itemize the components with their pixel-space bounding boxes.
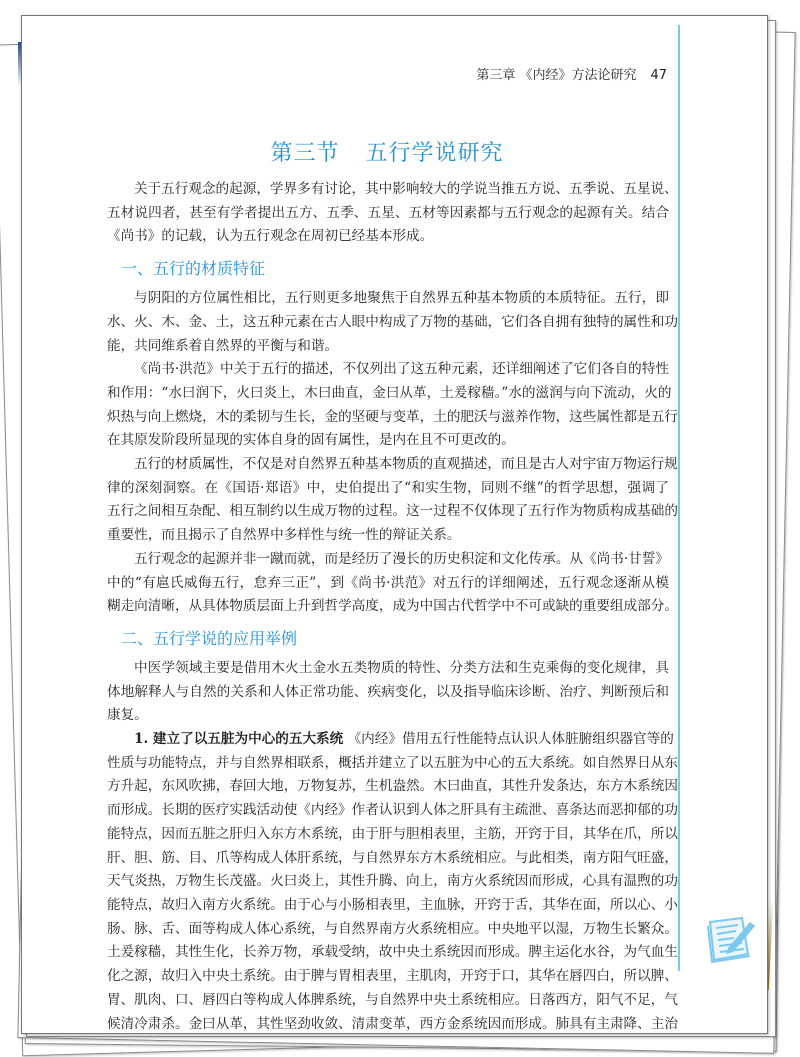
text-line: [107, 429, 669, 453]
text-line: [107, 657, 669, 681]
text-line: [107, 311, 678, 335]
line-text: 天气炎热，万物生长茂盛。火曰炎上，其性升腾、向上，南方火系统因而形成，心具有温煦的功: [107, 873, 678, 890]
text-line: [107, 595, 678, 619]
text-line: [107, 572, 669, 596]
text-line: [107, 453, 678, 477]
paragraph: [107, 178, 678, 249]
text-line: [107, 335, 669, 359]
text-line: [107, 524, 669, 548]
text-line: [107, 941, 678, 965]
running-header: [476, 64, 667, 83]
text-line: [107, 965, 678, 989]
book-page: [21, 15, 768, 1034]
line-text: 肠、脉、舌、面等构成人体心系统，与自然界南方火系统相应。中央地平以湿，万物生长繁众。: [107, 920, 678, 937]
text-line: [107, 500, 678, 524]
line-text: 炽热与向上燃烧，木的柔韧与生长，金的坚硬与变革，土的肥沃与滋养作物，这些属性都是五行: [107, 408, 678, 425]
text-line: [107, 894, 678, 918]
text-line: [107, 548, 669, 572]
section-number: 第三节: [270, 141, 340, 166]
line-text: 糊走向清晰，从具体物质层面上升到哲学高度，成为中国古代哲学中不可或缺的重要组成部分。: [107, 598, 678, 615]
text-line: [107, 823, 678, 847]
text-line: [107, 406, 678, 430]
line-text: 水、火、木、金、土，这五种元素在古人眼中构成了万物的基础，它们各自拥有独特的属性和功: [107, 313, 678, 330]
text-line: [107, 989, 678, 1013]
line-text: 与阴阳的方位属性相比，五行则更多地聚焦于自然界五种基本物质的本质特征。五行，即: [134, 290, 669, 307]
subheading: 二、五行学说的应用举例: [121, 628, 298, 648]
line-text: 候清冷肃杀。金曰从革，其性坚劲收敛、清肃变革，西方金系统因而形成。肺具有主肃降、主治: [107, 1015, 678, 1032]
line-text: 能特点，因而五脏之肝归入东方木系统，由于肝与胆相表里，主筋，开窍于目，其华在爪，所以: [107, 825, 678, 842]
text-line: [107, 704, 669, 728]
text-line: [107, 728, 674, 752]
line-text: 重要性，而且揭示了自然界中多样性与统一性的辩证关系。: [107, 527, 461, 544]
text-line: [107, 799, 678, 823]
text-line: [107, 752, 678, 776]
paragraph: [107, 657, 669, 728]
line-text: 而形成。长期的医疗实践活动使《内经》作者认识到人体之肝具有主疏泄、喜条达而恶抑郁的功: [107, 802, 678, 819]
line-text: 化之源，故归入中央土系统。由于脾与胃相表里，主肌肉，开窍于口，其华在唇四白，所以脾、: [107, 968, 678, 985]
line-text: 中的“有扈氏威侮五行，怠弃三正”，到《尚书·洪范》对五行的详细阐述，五行观念逐渐从模: [107, 574, 669, 591]
line-text: 五材说四者，甚至有学者提出五方、五季、五星、五材等因素都与五行观念的起源有关。结合: [107, 204, 669, 221]
paragraph: [107, 453, 678, 548]
line-text: 《尚书》的记载，认为五行观念在周初已经基本形成。: [107, 228, 434, 245]
line-text: 肝、胆、筋、目、爪等构成人体肝系统，与自然界东方木系统相应。与此相类，南方阳气旺盛，: [107, 849, 678, 866]
text-line: [107, 225, 669, 249]
text-line: [107, 775, 678, 799]
text-line: [107, 382, 672, 406]
paragraph: [107, 358, 678, 453]
notebook-pencil-icon: [706, 914, 758, 970]
line-text: 关于五行观念的起源，学界多有讨论，其中影响较大的学说当推五方说、五季说、五星说、: [134, 181, 678, 197]
paragraph: [107, 548, 678, 619]
line-text: 《内经》借用五行性能特点认识人体脏腑组织器官等的: [347, 731, 674, 748]
line-text: 体地解释人与自然的关系和人体正常功能、疾病变化，以及指导临床诊断、治疗、判断预后和: [107, 683, 669, 700]
text-line: [107, 477, 669, 501]
paragraph: [107, 287, 678, 358]
line-text: 律的深刻洞察。在《国语·郑语》中，史伯提出了“和实生物，同则不继”的哲学思想，强调了: [107, 479, 669, 496]
text-line: [107, 1013, 678, 1037]
section-title-text: 五行学说研究: [365, 141, 504, 166]
text-line: [107, 681, 669, 705]
text-line: [107, 870, 678, 894]
paragraph: [107, 728, 678, 1036]
text-line: [107, 287, 669, 311]
line-text: 方升起，东风吹拂，春回大地，万物复苏，生机盎然。木曰曲直，其性升发条达，东方木系统因: [107, 778, 678, 795]
page-number: 47: [650, 68, 667, 83]
line-text: 五行的材质属性，不仅是对自然界五种基本物质的直观描述，而且是古人对宇宙万物运行规: [134, 456, 678, 473]
line-text: 和作用：“水曰润下，火曰炎上，木曰曲直，金曰从革，土爰稼穑。”水的滋润与向下流动，火的: [107, 384, 672, 401]
line-text: 胃、肌肉、口、唇四白等构成人体脾系统，与自然界中央土系统相应。日落西方，阳气不足，气: [107, 991, 678, 1008]
subheading: 一、五行的材质特征: [121, 259, 266, 279]
item-lead: 1. 建立了以五脏为中心的五大系统: [134, 731, 344, 748]
text-line: [107, 202, 669, 226]
line-text: 康复。: [107, 707, 148, 724]
line-text: 能，共同维系着自然界的平衡与和谐。: [107, 337, 339, 354]
line-text: 在其原发阶段所显现的实体自身的固有属性，是内在且不可更改的。: [107, 432, 515, 449]
text-line: [107, 847, 678, 871]
line-text: 《尚书·洪范》中关于五行的描述，不仅列出了这五种元素，还详细阐述了它们各自的特性: [134, 361, 669, 378]
line-text: 五行之间相互杂配、相互制约以生成万物的过程。这一过程不仅体现了五行作为物质构成基础的: [107, 503, 678, 520]
line-text: 中医学领域主要是借用木火土金水五类物质的特性、分类方法和生克乘侮的变化规律，具: [134, 659, 669, 676]
line-text: 能特点，故归入南方火系统。由于心与小肠相表里，主血脉，开窍于舌，其华在面，所以心、小: [107, 896, 678, 913]
running-title: 第三章 《内经》方法论研究: [476, 68, 637, 83]
section-title: [22, 136, 752, 167]
line-text: 土爰稼穑，其性生化，长养万物，承载受纳，故中央土系统因而形成。脾主运化水谷，为气血生: [107, 944, 678, 961]
line-text: 性质与功能特点，并与自然界相联系，概括并建立了以五脏为中心的五大系统。如自然界日从东: [107, 754, 678, 771]
line-text: 五行观念的起源并非一蹴而就，而是经历了漫长的历史积淀和文化传承。从《尚书·甘誓》: [134, 550, 669, 567]
text-line: [107, 178, 678, 202]
body-text: [107, 178, 678, 1036]
text-line: [107, 358, 669, 382]
text-line: [107, 918, 678, 942]
